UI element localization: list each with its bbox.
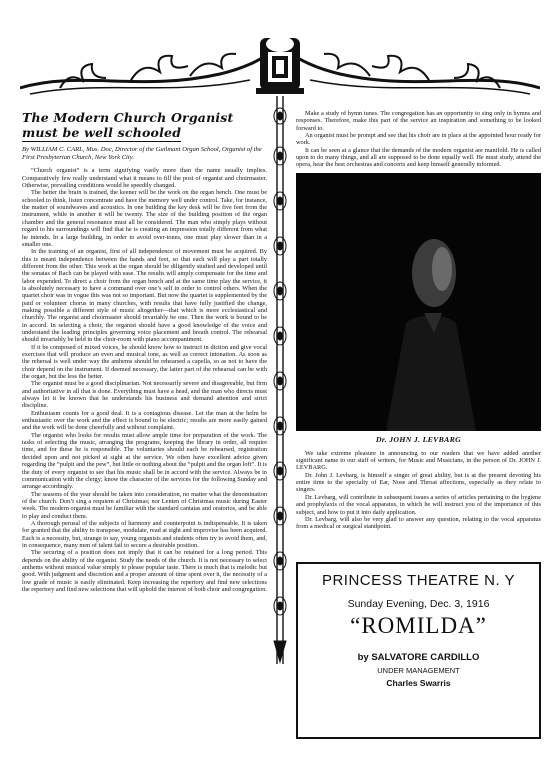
article-title <box>22 110 267 142</box>
article-column <box>22 110 267 750</box>
article-continuation <box>296 110 541 169</box>
announcement-paragraph: Dr. John J. Levbarg, is himself a singer of great ability, but is at the present devoting his entire time to the specialty of Ear, Nose and Throat affections, especially as they relate to singers. <box>296 471 541 494</box>
article-paragraph: “Church organist” is a term signifying vastly more than the name usually implies. Comparatively few really understand what it means to fill the post of organist and choirmaster. Otherwise, prevailing conditions would be speedily changed. <box>22 167 267 190</box>
theatre-name: PRINCESS THEATRE N. Y <box>321 572 516 589</box>
portrait-photo <box>296 173 541 431</box>
article-paragraph: The organist who looks for results must allow ample time for preparation of the work. The tasks of selecting the music, arranging the programs, keeping the library in order, all require time, and for these he is responsible. The voluntaries should each be rehearsed, registration decided upon and not picked at sight at the service. We often have excellent advice given regarding the “pulpit and the pew”, but little or nothing about the “pulpit and the organ loft”. It is the duty of every organist to see that his music shall be in accord with the service. Always be in communication with the clergy; know the character of the services for the following Sunday and arrange accordingly. <box>22 431 267 491</box>
show-author: by SALVATORE CARDILLO <box>357 652 480 663</box>
theatre-advertisement <box>296 562 541 739</box>
article-paragraph: In the training of an organist, first of all independence of movement must be acquired. By this is meant independence between the hands and feet, so that each will play a part totally different from the other. This work at the organ should be diligently studied and developed until the sonatas of Bach can be played with ease. The results will amply compensate for the time and labor expended. To direct a choir from the organ bench and at the same time play the service, it is absolutely necessary to have a command over one’s self in order to control others. When the quartet choir was in vogue this was not so important. But now the quartet is supplemented by the paid or volunteer chorus in many churches, with results that have fully justified the change, making possible a different style of music altogether—that which is more ecclesiastical and churchly. The organist and choirmaster should invariably be one. Then the work is bound to be in accord. In selecting a choir, the organist should have a good knowledge of the voice and understand the leading principles governing voice placement and breath control. The rehearsal should invariably be held in the choir-room with piano accompaniment. <box>22 248 267 344</box>
article-byline: By WILLIAM C. CARL, Mus. Doc, Director of the Guilmant Organ School, Organist of the First Presbyterian Church, New York City. <box>22 146 262 162</box>
management-label: UNDER MANAGEMENT <box>377 666 460 675</box>
announcement-paragraph: Dr. Levbarg, will also be very glad to answer any question, relating to the vocal apparatus from a medical or surgical standpoint. <box>296 515 541 531</box>
article-paragraph: The organist must be a good disciplinarian. Not necessarily severe and disagreeable, but firm and authoritative in all that is done. Everything must have a head, and the man who directs must always let it be known that he understands his business and demand attention and strict discipline. <box>22 380 267 410</box>
article-paragraph: The seasons of the year should be taken into consideration, no matter what the denomination of the church. Don’t sing a requiem at Christmas; nor Lenten of Christmas music during Easter week. The modern organist must be familiar with the standard cantatas and oratorios, and be able to play and conduct them. <box>22 490 267 520</box>
show-title: “ROMILDA” <box>350 613 487 638</box>
title-line-1: The Modern Church Organist <box>22 110 234 125</box>
article-paragraph: A thorough perusal of the subjects of harmony and counterpoint is indispensable. It is taken for granted that the ability to transpose, modulate, read at sight and improvise has been acquired. Each is a necessity, but, strange to say, young organists and students often try to avoid them, and, in consequence, many men of talent fail to secure a desirable position. <box>22 519 267 549</box>
performance-date: Sunday Evening, Dec. 3, 1916 <box>347 598 490 610</box>
announcement-paragraph: Dr. Levbarg, will contribute in subsequent issues a series of articles pertaining to the hygiene and prophylaxis of the vocal apparatus, in which he will instruct you of the importance of this subject, and how to put it into daily application. <box>296 493 541 516</box>
ornamental-header <box>20 30 540 100</box>
article-body <box>22 167 267 593</box>
article-paragraph: The securing of a position does not imply that it can be retained for a long period. This depends on the ability of the organist. Study the needs of the church. It is not necessary to select anthems without musical value simply to please popular taste. There is much that is melodic but good. With judgment and discretion and a proper amount of time spent over it, the necessity of a low grade of music is easily eliminated. Keep increasing the repertory and find new selections the repertory and find new selections that will uphold the interest of both choir and congregation. <box>22 549 267 593</box>
announcement <box>296 450 541 531</box>
portrait-image <box>296 173 541 431</box>
article-paragraph: The better the brain is trained, the keener will be the work on the organ bench. One must be schooled to think, listen concentrate and have the memory well under control. Take, for instance, the matter of soundwaves and acoustics. In one building the key desk will be five feet from the instrument, while in another it will be twenty. The size of the building position of the organ chamber and the general resonance must all be considered. The man who simply plays without regard to his surroundings will find that he is creating an impression totally different from what he intends. In a large building, in order to avoid over-tones, one must play slower than in a smaller one. <box>22 189 267 248</box>
article-paragraph: It can be seen at a glance that the demands of the modern organist are manifold. He is called upon to do many things, and all are supposed to be done equally well. He must study, attend the opera, hear the best orchestras and concerts and keep himself generally informed. <box>296 146 541 169</box>
ornamental-column-divider <box>271 96 289 664</box>
portrait-caption: Dr. JOHN J. LEVBARG <box>375 434 462 444</box>
manager-name: Charles Swarris <box>386 678 451 688</box>
announcement-paragraph: We take extreme pleasure in announcing to our readers that we have added another significant name to our staff of writers, for Music and Musicians, in the person of Dr. JOHN J. LEVBARG. <box>296 449 541 472</box>
article-paragraph: If it be composed of mixed voices, he should know how to instruct in diction and give vocal exercises that will produce an even and musical tone, as well as correct intonation. As soon as the rehersal is well under way the anthems should be rehearsed a capella, so as not to have the choir depend on the instrument. If deemed necessary, the latter part of the rehearsal can be with the organ, but the less the better. <box>22 343 267 381</box>
article-paragraph: Make a study of hymn tunes. The congregation has an opportunity to sing only in hymns and responses. Therefore, make this part of the service an inspiration and something to be looked forward to. <box>296 110 541 132</box>
article-paragraph: An organist must be prompt and see that his choir are in place at the appointed hour ready for work. <box>296 132 541 147</box>
article-paragraph: Enthusiasm counts for a good deal. It is a contagious disease. Let the man at the helm be enthusiastic over the work and the effect is bound to be electric; results are more easily gained and the work will be done cheerfully and without complaint. <box>22 409 267 432</box>
title-line-2: must be well schooled <box>22 125 182 140</box>
